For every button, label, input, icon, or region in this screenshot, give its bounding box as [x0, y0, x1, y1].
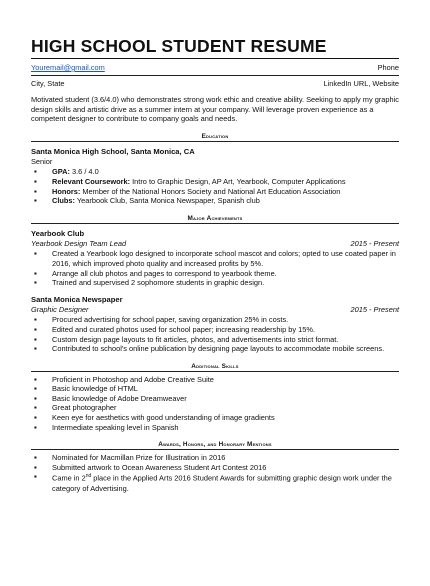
item-text: Member of the National Honors Society and National Art Education Association: [80, 186, 341, 196]
list-item: ▪ Nominated for Macmillan Prize for Illustration in 2016: [31, 453, 399, 463]
entry-role-row: [31, 305, 399, 315]
list-item: [31, 187, 399, 197]
grade-text: Senior: [31, 156, 53, 166]
school-name-text: Santa Monica High School, Santa Monica, CA: [31, 146, 195, 156]
skills-list: [31, 375, 399, 433]
summary-paragraph: Motivated student (3.6/4.0) who demonstrates strong work ethic and creative ability. Seeking to apply my graphic design skills and artistic drive as a summer intern at your company. Will leverage proven experience as a competent designer to contribute to company goals and needs.: [31, 95, 399, 124]
location-text: City, State: [31, 79, 65, 88]
entry-org: [31, 295, 399, 305]
list-item: ▪ Trained and supervised 2 sophomore students in graphic design.: [31, 278, 399, 288]
education-divider: [31, 141, 399, 142]
skills-divider: [31, 371, 399, 372]
entry-role-row: [31, 239, 399, 249]
achievement-list: [31, 249, 399, 287]
list-item: [31, 472, 399, 493]
item-label: Honors:: [52, 186, 81, 196]
item-label: GPA:: [52, 167, 70, 177]
achievement-list: [31, 315, 399, 353]
list-item: ▪ Procured advertising for school paper, saving organization 25% in costs.: [31, 315, 399, 325]
dates-text: 2015 - Present: [350, 304, 399, 314]
list-item: ▪ Proficient in Photoshop and Adobe Creative Suite: [31, 375, 399, 385]
contact-row-1: [31, 63, 399, 73]
list-item: ▪ Intermediate speaking level in Spanish: [31, 423, 399, 433]
list-item: ▪ Great photographer: [31, 403, 399, 413]
school-name: [31, 147, 399, 157]
awards-heading: Awards, Honors, and Honorary Mentions: [158, 441, 272, 449]
list-item: [31, 167, 399, 177]
education-heading: Education: [201, 132, 229, 140]
email-link[interactable]: Youremail@gmail.com: [31, 63, 105, 72]
phone-text: Phone: [377, 63, 399, 72]
list-item: [31, 177, 399, 187]
list-item: ▪ Custom design page layouts to fit articles, photos, and advertisements into strict format.: [31, 335, 399, 345]
achievements-heading: Major Achievements: [187, 214, 243, 222]
list-item: ▪ Created a Yearbook logo designed to incorporate school mascot and colors; opted to use coated paper in 2016, which improved photo quality and increased profits by 5%.: [31, 249, 399, 268]
org-text: Yearbook Club: [31, 228, 85, 238]
entry-org: [31, 229, 399, 239]
awards-list: [31, 453, 399, 493]
list-item: ▪ Basic knowledge of HTML: [31, 384, 399, 394]
achievements-divider: [31, 223, 399, 224]
item-text: Yearbook Club, Santa Monica Newspaper, Spanish club: [75, 196, 260, 206]
item-label: Relevant Coursework:: [52, 176, 131, 186]
item-text: Intro to Graphic Design, AP Art, Yearbook, Computer Applications: [130, 176, 346, 186]
award-text-pre: Came in 2: [52, 473, 86, 483]
list-item: [31, 196, 399, 206]
list-item: ▪ Edited and curated photos used for school paper; increasing readership by 15%.: [31, 325, 399, 335]
list-item: ▪ Contributed to school's online publication by designing page layouts to accommodate mobile screens.: [31, 344, 399, 354]
links-text: LinkedIn URL, Website: [323, 79, 399, 88]
list-item: ▪ Keen eye for aesthetics with good understanding of image gradients: [31, 413, 399, 423]
grade-level: [31, 157, 399, 167]
education-list: [31, 167, 399, 205]
skills-heading: Additional Skills: [191, 362, 239, 370]
role-text: Graphic Designer: [31, 304, 89, 314]
list-item: ▪ Submitted artwork to Ocean Awareness Student Art Contest 2016: [31, 463, 399, 473]
role-text: Yearbook Design Team Lead: [31, 238, 127, 248]
org-text: Santa Monica Newspaper: [31, 294, 123, 304]
award-text-post: place in the Applied Arts 2016 Student Awards for submitting graphic design work under the category of Advertising.: [52, 473, 392, 493]
item-text: 3.6 / 4.0: [69, 167, 99, 177]
award-text-sup: nd: [85, 473, 92, 480]
contact-row-2: [31, 79, 399, 89]
awards-divider: [31, 449, 399, 450]
dates-text: 2015 - Present: [350, 238, 399, 248]
list-item: ▪ Basic knowledge of Adobe Dreamweaver: [31, 394, 399, 404]
item-label: Clubs:: [52, 196, 75, 206]
contact-divider: [31, 75, 399, 76]
resume-title: HIGH SCHOOL STUDENT RESUME: [31, 36, 327, 56]
title-divider: [31, 58, 399, 59]
list-item: ▪ Arrange all club photos and pages to correspond to yearbook theme.: [31, 269, 399, 279]
